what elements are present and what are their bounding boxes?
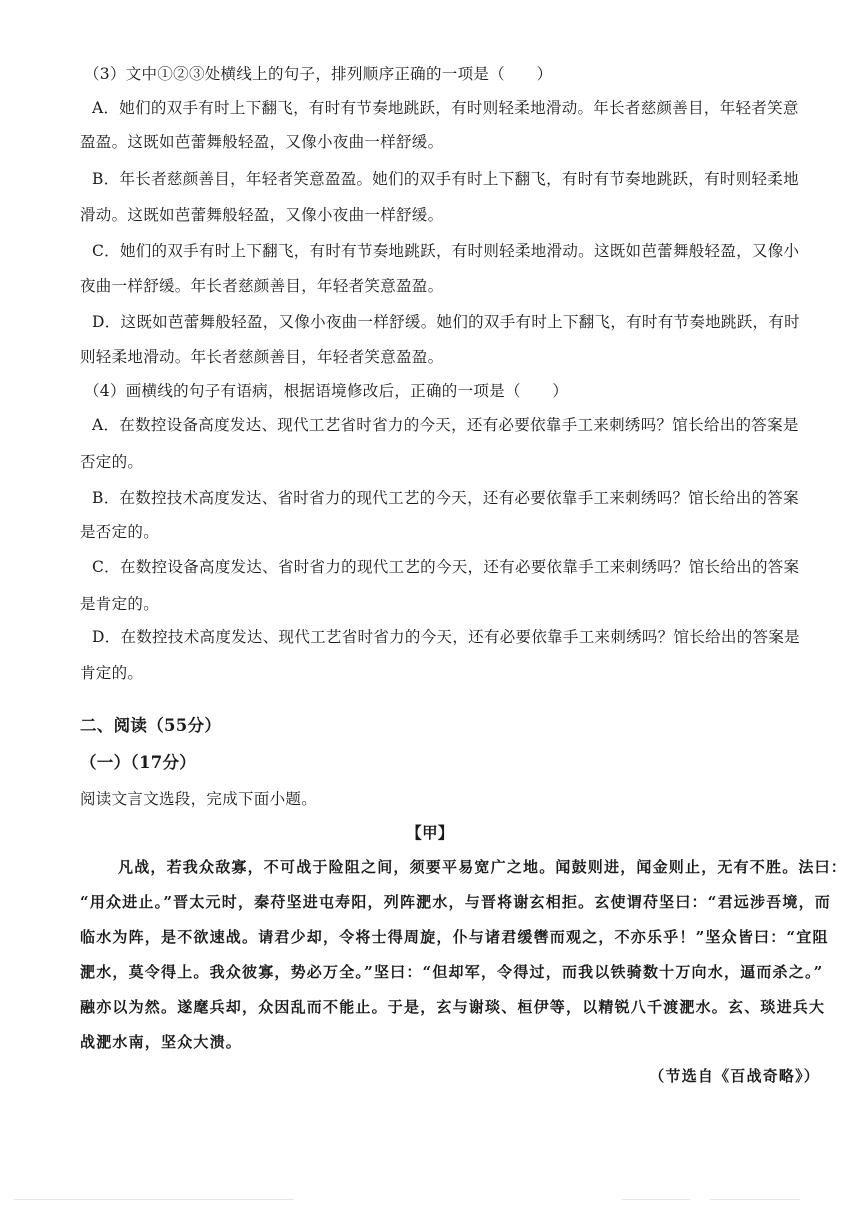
q4-option-d-line1: D．在数控技术高度发达、现代工艺省时省力的今天，还有必要依靠手工来刺绣吗？馆长给出的答案是	[92, 628, 800, 646]
q3-stem: （3）文中①②③处横线上的句子，排列顺序正确的一项是（ ）	[84, 65, 553, 83]
section-heading: 二、阅读（55分）	[80, 716, 222, 735]
q3-option-c-line1: C．她们的双手有时上下翻飞，有时有节奏地跳跃，有时则轻柔地滑动。这既如芭蕾舞般轻盈，又像小	[92, 242, 800, 260]
q3-option-b-line1: B．年长者慈颜善目，年轻者笑意盈盈。她们的双手有时上下翻飞，有时有节奏地跳跃，有时则轻柔地	[92, 170, 799, 188]
q3-option-a-line2: 盈盈。这既如芭蕾舞般轻盈，又像小夜曲一样舒缓。	[80, 133, 444, 151]
q4-option-a-line2: 否定的。	[80, 453, 144, 471]
q3-option-d-line1: D．这既如芭蕾舞般轻盈，又像小夜曲一样舒缓。她们的双手有时上下翻飞，有时有节奏地跳跃，有时	[92, 313, 800, 331]
reading-instruction: 阅读文言文选段，完成下面小题。	[80, 790, 318, 808]
q3-option-a-line1: A．她们的双手有时上下翻飞，有时有节奏地跳跃，有时则轻柔地滑动。年长者慈颜善目，年轻者笑意	[92, 99, 799, 117]
passage-title: 【甲】	[406, 823, 454, 842]
passage-line-5: 融亦以为然。遂麾兵却，众因乱而不能止。于是，玄与谢琰、桓伊等，以精锐八千渡淝水。玄、琰进兵大	[80, 998, 826, 1016]
q3-option-b-line2: 滑动。这既如芭蕾舞般轻盈，又像小夜曲一样舒缓。	[80, 206, 444, 224]
passage-line-6: 战淝水南，坚众大溃。	[80, 1033, 243, 1051]
q4-option-a-line1: A．在数控设备高度发达、现代工艺省时省力的今天，还有必要依靠手工来刺绣吗？馆长给出的答案是	[92, 416, 799, 434]
subsection-heading: （一）（17分）	[80, 753, 197, 772]
q4-option-b-line2: 是否定的。	[80, 523, 160, 541]
footer-divider-right	[710, 1199, 800, 1200]
q4-stem: （4）画横线的句子有语病，根据语境修改后，正确的一项是（ ）	[84, 382, 569, 400]
q4-option-d-line2: 肯定的。	[80, 664, 144, 682]
footer-divider-left	[14, 1199, 294, 1200]
footer-divider-mid	[622, 1199, 690, 1200]
q3-option-c-line2: 夜曲一样舒缓。年长者慈颜善目，年轻者笑意盈盈。	[80, 277, 444, 295]
q4-option-c-line2: 是肯定的。	[80, 595, 160, 613]
q3-option-d-line2: 则轻柔地滑动。年长者慈颜善目，年轻者笑意盈盈。	[80, 348, 444, 366]
passage-line-1: 凡战，若我众敌寡，不可战于险阻之间，须要平易宽广之地。闻鼓则进，闻金则止，无有不胜。法曰：	[118, 858, 848, 876]
passage-line-3: 临水为阵，是不欲速战。请君少却，令将士得周旋，仆与诸君缓辔而观之，不亦乐乎！”坚众皆曰：“宜阻	[80, 928, 829, 946]
q4-option-c-line1: C．在数控设备高度发达、省时省力的现代工艺的今天，还有必要依靠手工来刺绣吗？馆长给出的答案	[92, 558, 800, 576]
passage-line-2: “用众进止。”晋太元时，秦苻坚进屯寿阳，列阵淝水，与晋将谢玄相拒。玄使谓苻坚曰：“君远涉吾境，而	[80, 893, 831, 911]
passage-source: （节选自《百战奇略》）	[649, 1067, 820, 1085]
q4-option-b-line1: B．在数控技术高度发达、省时省力的现代工艺的今天，还有必要依靠手工来刺绣吗？馆长给出的答案	[92, 489, 799, 507]
passage-line-4: 淝水，莫令得上。我众彼寡，势必万全。”坚曰：“但却军，令得过，而我以铁骑数十万向水，逼而杀之。”	[80, 963, 824, 981]
